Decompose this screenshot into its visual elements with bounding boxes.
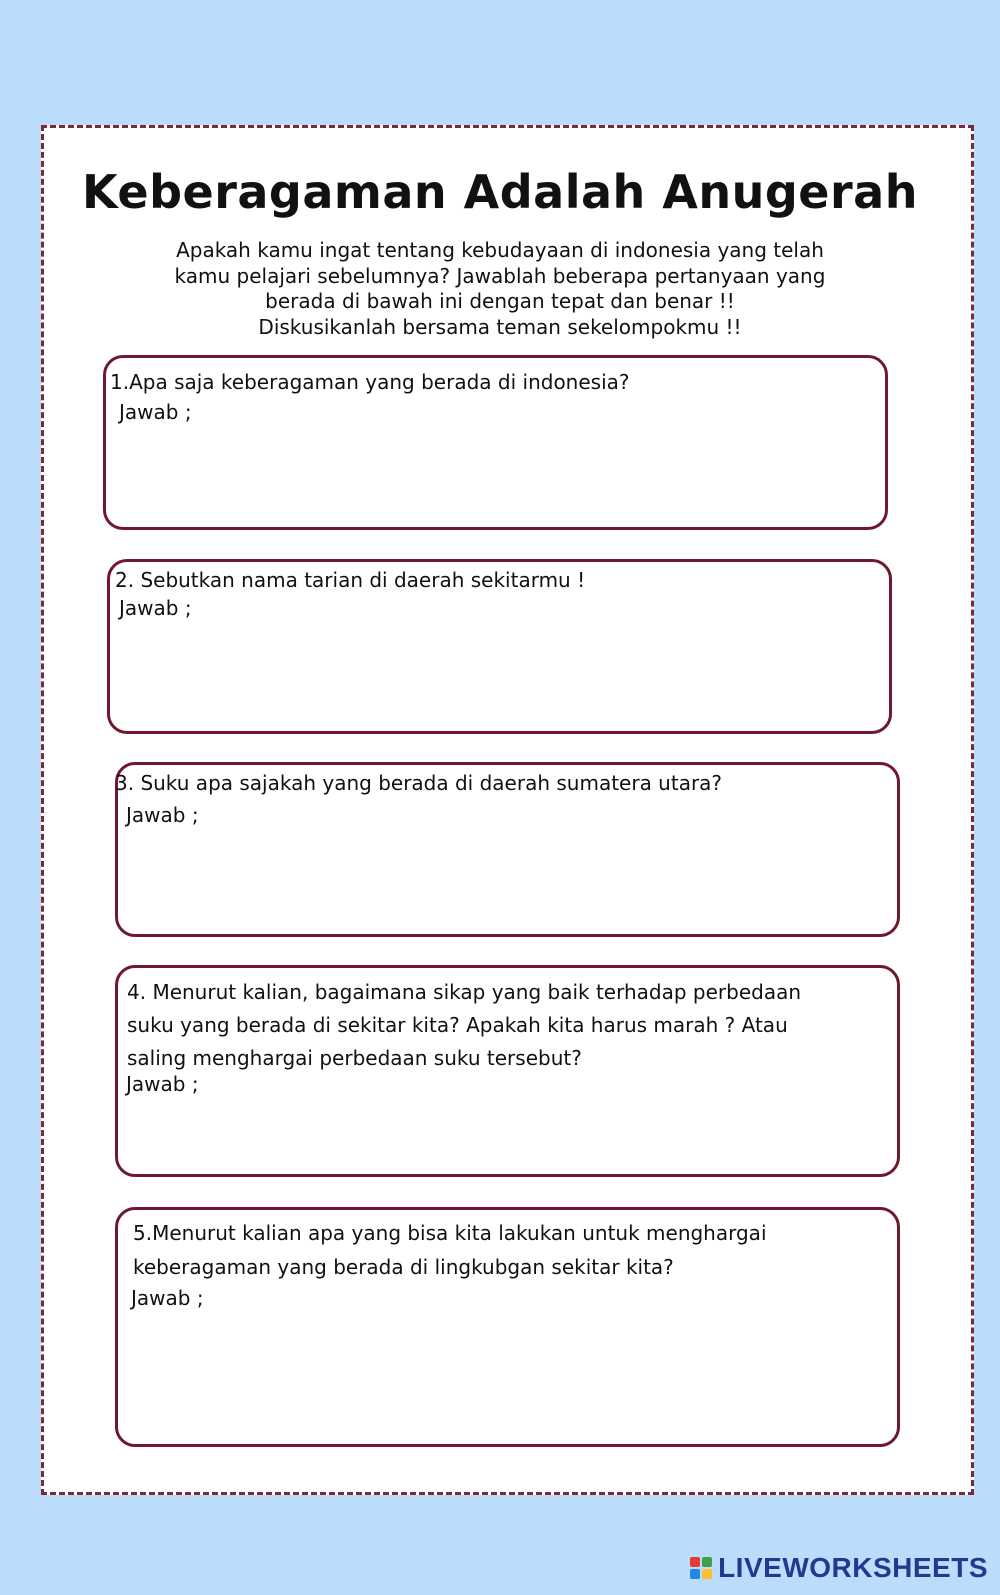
logo-square [690,1557,700,1567]
answer-label-1: Jawab ; [119,400,192,424]
intro-line: Apakah kamu ingat tentang kebudayaan di indonesia yang telah [176,238,824,262]
answer-field-1[interactable] [125,428,869,517]
question-4-text-line: 4. Menurut kalian, bagaimana sikap yang baik terhadap perbedaan [127,980,802,1004]
question-4-text-line: suku yang berada di sekitar kita? Apakah kita harus marah ? Atau [127,1013,788,1037]
logo-square [690,1569,700,1579]
worksheet-title: Keberagaman Adalah Anugerah [82,165,918,219]
question-5-text-line: 5.Menurut kalian apa yang bisa kita lakukan untuk menghargai [133,1221,767,1245]
answer-label-3: Jawab ; [126,803,199,827]
liveworksheets-logo-icon [690,1557,712,1579]
intro-line: berada di bawah ini dengan tepat dan benar !! [265,289,735,313]
question-3-text: 3. Suku apa sajakah yang berada di daerah sumatera utara? [115,771,723,795]
liveworksheets-brand [690,1552,988,1584]
question-4-text-line: saling menghargai perbedaan suku tersebut? [127,1046,582,1070]
answer-field-2[interactable] [125,625,874,719]
question-1-text: 1.Apa saja keberagaman yang berada di indonesia? [110,370,630,394]
liveworksheets-text: LIVEWORKSHEETS [718,1552,988,1583]
answer-label-5: Jawab ; [131,1286,204,1310]
answer-field-4[interactable] [133,1100,882,1162]
answer-field-3[interactable] [133,832,882,921]
logo-square [702,1557,712,1567]
question-2-text: 2. Sebutkan nama tarian di daerah sekitarmu ! [115,568,586,592]
answer-label-2: Jawab ; [119,596,192,620]
intro-line: kamu pelajari sebelumnya? Jawablah beberapa pertanyaan yang [174,263,826,288]
answer-field-5[interactable] [138,1316,882,1430]
intro-line: Diskusikanlah bersama teman sekelompokmu !! [258,314,742,339]
answer-label-4: Jawab ; [126,1072,199,1096]
logo-square [702,1569,712,1579]
question-5-text-line: keberagaman yang berada di lingkubgan sekitar kita? [133,1255,674,1279]
intro-text [150,238,850,340]
